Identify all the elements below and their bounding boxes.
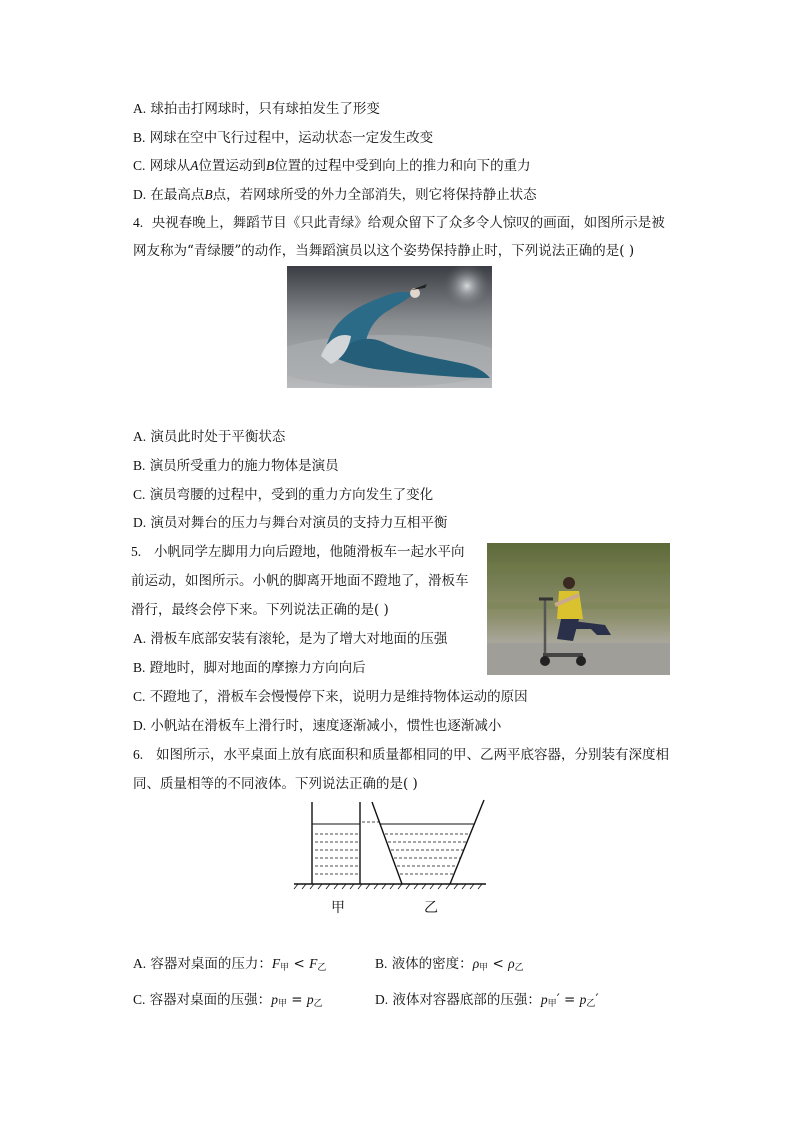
label-jia: 甲 <box>331 900 345 916</box>
math-sym: p <box>540 992 548 1007</box>
q6-option-b <box>375 955 524 977</box>
q5-stem-line3: 滑行，最终会停下来。下列说法正确的是( ) <box>131 602 389 618</box>
q6-stem-line2: 同、质量相等的不同液体。下列说法正确的是( ) <box>133 776 418 792</box>
q5-option-a <box>133 630 447 648</box>
q4-option-c <box>133 486 433 504</box>
q3-option-d <box>133 186 537 204</box>
question-stem: 如图所示，水平桌面上放有底面积和质量都相同的甲、乙两平底容器，分别装有深度相 <box>156 747 669 763</box>
option-text: 位置运动到 <box>198 158 266 174</box>
option-label: C. <box>133 487 146 502</box>
q6-option-d <box>375 991 599 1013</box>
scooter-photo <box>487 543 670 675</box>
q5-option-b <box>133 659 366 677</box>
q3-option-a <box>133 100 380 118</box>
option-text: 小帆站在滑板车上滑行时，速度逐渐减小，惯性也逐渐减小 <box>150 718 502 734</box>
option-text: 网球在空中飞行过程中，运动状态一定发生改变 <box>149 130 434 146</box>
option-label: A. <box>133 429 147 444</box>
q3-option-b <box>133 129 433 147</box>
math-var: A <box>190 158 199 173</box>
q3-option-c <box>133 157 531 175</box>
option-label: B. <box>375 956 388 971</box>
math-sub: 甲 <box>280 963 290 973</box>
option-label: C. <box>133 689 146 704</box>
option-text: 演员对舞台的压力与舞台对演员的支持力互相平衡 <box>150 515 448 531</box>
option-label: D. <box>133 187 147 202</box>
option-text: 不蹬地了，滑板车会慢慢停下来，说明力是维持物体运动的原因 <box>149 689 528 705</box>
math-prime: ′ <box>595 992 599 1008</box>
question-number: 6. <box>133 747 144 762</box>
q5-stem-line1 <box>131 543 465 561</box>
option-text: 网球从 <box>149 158 191 174</box>
question-number: 4. <box>133 215 144 230</box>
math-prime: ′ <box>556 992 560 1008</box>
option-text: 球拍击打网球时，只有球拍发生了形变 <box>150 101 380 117</box>
label-yi: 乙 <box>424 900 438 916</box>
option-label: B. <box>133 130 146 145</box>
math-sym: F <box>271 956 281 971</box>
option-text: 容器对桌面的压力： <box>150 956 272 972</box>
option-text: 演员此时处于平衡状态 <box>150 429 286 445</box>
q4-option-b <box>133 457 339 475</box>
math-op: < <box>289 956 310 972</box>
option-text: 演员所受重力的施力物体是演员 <box>149 458 339 474</box>
q5-stem-line2: 前运动，如图所示。小帆的脚离开地面不蹬地了，滑板车 <box>131 573 469 589</box>
q4-option-a <box>133 428 285 446</box>
option-label: C. <box>133 992 146 1007</box>
option-label: D. <box>375 992 389 1007</box>
option-text: 在最高点 <box>150 187 205 203</box>
question-stem: 小帆同学左脚用力向后蹬地，他随滑板车一起水平向 <box>154 544 465 560</box>
math-sym: ρ <box>508 956 515 971</box>
q5-option-c <box>133 688 528 706</box>
question-number: 5. <box>131 544 142 559</box>
q5-option-d <box>133 717 501 735</box>
q4-stem-line1 <box>133 214 665 232</box>
math-sub: 乙 <box>313 999 323 1009</box>
option-label: A. <box>133 631 147 646</box>
option-label: B. <box>133 660 146 675</box>
math-sub: 乙 <box>317 963 327 973</box>
question-stem: 央视春晚上，舞蹈节目《只此青绿》给观众留下了众多令人惊叹的画面，如图所示是被 <box>151 215 665 231</box>
math-sub: 乙 <box>514 963 524 973</box>
math-sub: 乙 <box>586 999 596 1009</box>
dancer-image <box>287 266 492 388</box>
q6-option-a <box>133 955 326 977</box>
option-label: A. <box>133 956 147 971</box>
option-text: 点，若网球所受的外力全部消失，则它将保持静止状态 <box>212 187 537 203</box>
option-text: 液体的密度： <box>391 956 473 972</box>
option-text: 容器对桌面的压强： <box>149 992 272 1008</box>
option-label: D. <box>133 515 147 530</box>
dance-photo <box>287 266 492 388</box>
math-sub: 甲 <box>547 999 557 1009</box>
math-sub: 甲 <box>277 999 287 1009</box>
math-op: < <box>488 956 509 972</box>
option-text: 演员弯腰的过程中，受到的重力方向发生了变化 <box>149 487 434 503</box>
math-op: = <box>559 992 580 1008</box>
option-text: 滑板车底部安装有滚轮，是为了增大对地面的压强 <box>150 631 448 647</box>
q6-stem-line1 <box>133 746 669 764</box>
math-var: B <box>204 187 213 202</box>
option-label: B. <box>133 458 146 473</box>
containers-diagram <box>290 798 490 890</box>
option-label: D. <box>133 718 147 733</box>
math-var: B <box>265 158 275 173</box>
option-text: 位置的过程中受到向上的推力和向下的重力 <box>274 158 531 174</box>
option-text: 蹬地时，脚对地面的摩擦力方向向后 <box>149 660 366 676</box>
math-sub: 甲 <box>479 963 489 973</box>
q4-option-d <box>133 514 447 532</box>
option-label: C. <box>133 158 146 173</box>
math-sym: F <box>309 956 318 971</box>
math-sym: p <box>306 992 314 1007</box>
q6-option-c <box>133 991 323 1013</box>
math-op: = <box>286 992 307 1008</box>
math-sym: ρ <box>472 956 480 971</box>
option-label: A. <box>133 101 147 116</box>
math-sym: p <box>579 992 587 1007</box>
q4-stem-line2: 网友称为“青绿腰”的动作，当舞蹈演员以这个姿势保持静止时，下列说法正确的是( ) <box>133 243 635 259</box>
math-sym: p <box>271 992 278 1007</box>
scooter-image <box>487 543 670 675</box>
option-text: 液体对容器底部的压强： <box>392 992 541 1008</box>
